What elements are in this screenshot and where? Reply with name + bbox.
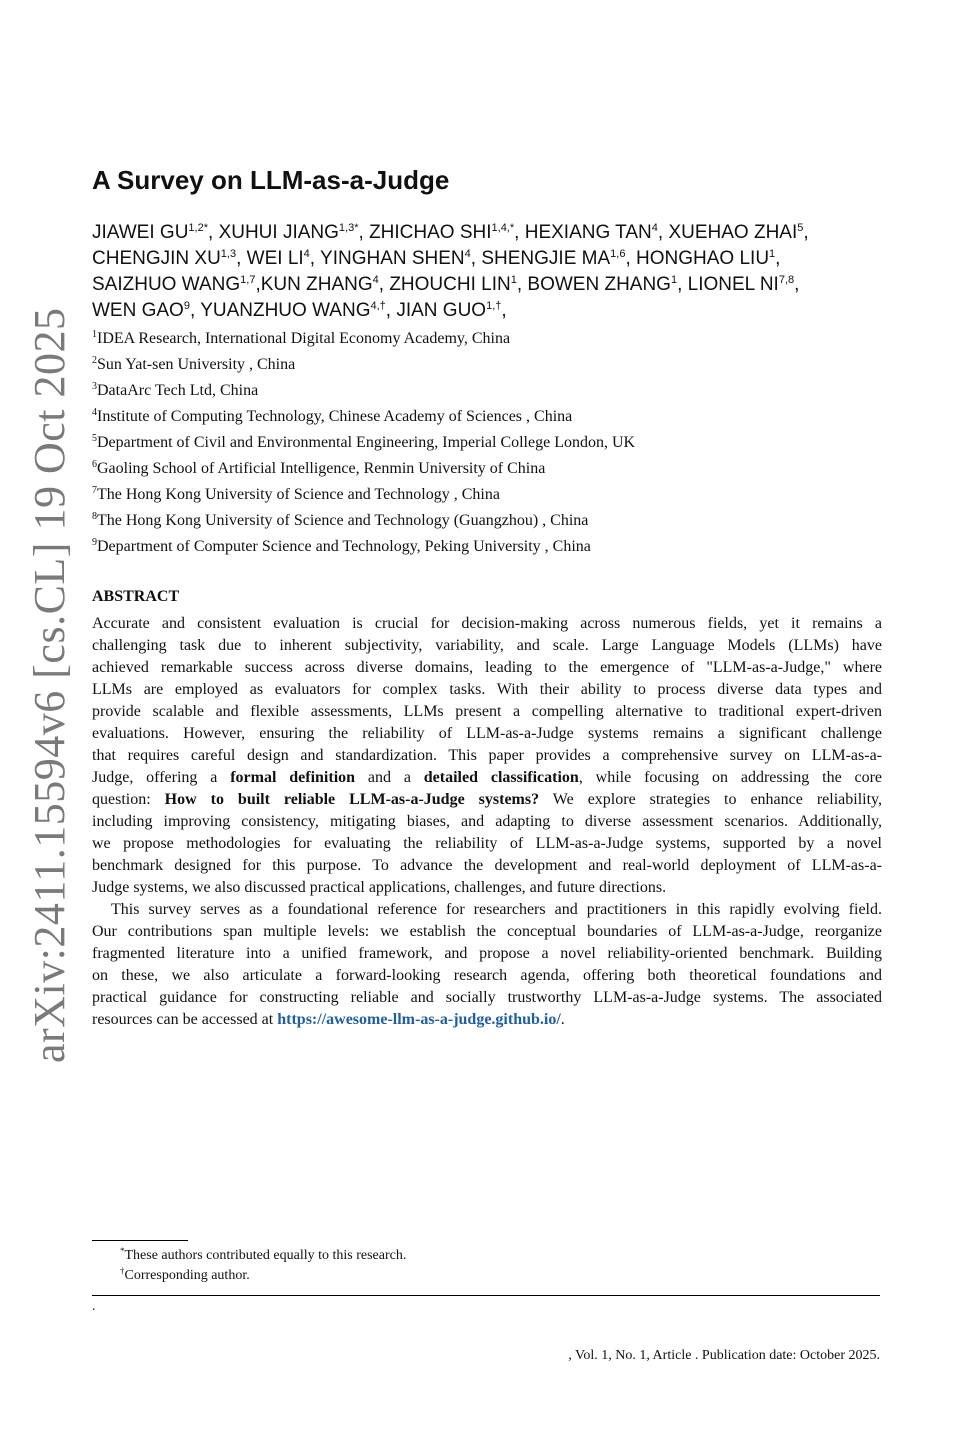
author-list xyxy=(92,220,892,324)
author-name: XUHUI JIANG xyxy=(218,222,339,243)
footnote-text: These authors contributed equally to this research. xyxy=(124,1248,407,1263)
abstract-text: fragmented literature into a unified framework, and propose a novel reliability-oriented benchmark. Building xyxy=(92,945,882,962)
abstract-line xyxy=(92,833,882,855)
author-line xyxy=(92,246,892,272)
author-affiliation-marker: 1,3 xyxy=(220,248,237,260)
author-separator: , xyxy=(516,274,528,295)
author-separator: , xyxy=(385,300,397,321)
abstract-line xyxy=(92,855,882,877)
abstract-text: Our contributions span multiple levels: we establish the conceptual boundaries of LLM-as-a-Judge, reorganize xyxy=(92,923,882,940)
author xyxy=(525,222,669,243)
affiliation xyxy=(92,430,635,456)
author-name: KUN ZHANG xyxy=(260,274,373,295)
author-name: ZHOUCHI LIN xyxy=(389,274,511,295)
author-separator: , xyxy=(625,248,637,269)
author xyxy=(396,300,506,321)
abstract-text: we propose methodologies for evaluating the reliability of LLM-as-a-Judge systems, supported by a novel xyxy=(92,835,882,852)
author-affiliation-marker: 1 xyxy=(769,248,776,260)
author xyxy=(92,274,261,295)
affiliation-number: 4 xyxy=(92,407,97,418)
author-affiliation-marker: 1,4,* xyxy=(491,222,515,234)
author-name: WEI LI xyxy=(246,248,304,269)
abstract-text: provide scalable and flexible assessments, LLMs present a compelling alternative to traditional expert-driven xyxy=(92,703,882,720)
author xyxy=(92,248,247,269)
author-name: SAIZHUO WANG xyxy=(92,274,241,295)
author xyxy=(527,274,687,295)
author-separator: , xyxy=(657,222,669,243)
abstract-text: Accurate and consistent evaluation is crucial for decision-making across numerous fields, yet it remains a xyxy=(92,615,882,632)
abstract-text: , while focusing on addressing the core xyxy=(578,769,883,786)
abstract-line xyxy=(92,767,882,789)
affiliation-text: The Hong Kong University of Science and Technology (Guangzhou) , China xyxy=(97,512,589,529)
affiliation-text: The Hong Kong University of Science and Technology , China xyxy=(97,486,500,503)
affiliation xyxy=(92,534,635,560)
abstract-text: practical guidance for constructing reliable and socially trustworthy LLM-as-a-Judge systems. The associated xyxy=(92,989,882,1006)
affiliation-number: 5 xyxy=(92,433,97,444)
author xyxy=(261,274,390,295)
author-separator: , xyxy=(309,248,321,269)
abstract-line xyxy=(92,899,882,921)
affiliation-number: 6 xyxy=(92,459,97,470)
author xyxy=(92,222,219,243)
author-affiliation-marker: 4 xyxy=(372,274,379,286)
resource-link[interactable]: https://awesome-llm-as-a-judge.github.io/ xyxy=(277,1011,561,1028)
footer-dot: . xyxy=(92,1299,96,1314)
affiliation xyxy=(92,404,635,430)
author-affiliation-marker: 4 xyxy=(464,248,471,260)
author-name: XUEHAO ZHAI xyxy=(668,222,798,243)
arxiv-identifier: arXiv:2411.15594v6 [cs.CL] 19 Oct 2025 xyxy=(25,307,74,1063)
author xyxy=(200,300,396,321)
publication-info: , Vol. 1, No. 1, Article . Publication date: October 2025. xyxy=(568,1348,880,1363)
footnote-divider xyxy=(92,1240,188,1241)
abstract-text: challenging task due to inherent subjectivity, variability, and scale. Large Language Models (LLMs) have xyxy=(92,637,882,654)
author-separator: , xyxy=(378,274,390,295)
author-name: HONGHAO LIU xyxy=(636,248,770,269)
abstract-text: benchmark designed for this purpose. To advance the development and real-world deployment of LLM-as-a- xyxy=(92,857,882,874)
author xyxy=(92,300,200,321)
abstract-text: and a xyxy=(355,769,424,786)
author-name: LIONEL NI xyxy=(687,274,779,295)
author-affiliation-marker: 5 xyxy=(797,222,804,234)
author-line xyxy=(92,298,892,324)
author-affiliation-marker: 1,† xyxy=(486,300,502,312)
abstract-line xyxy=(92,613,882,635)
author-name: ZHICHAO SHI xyxy=(369,222,492,243)
affiliation-number: 2 xyxy=(92,355,97,366)
bold-phrase: formal definition xyxy=(230,769,356,786)
abstract-line xyxy=(92,943,882,965)
abstract-line xyxy=(92,657,882,679)
author-affiliation-marker: 4 xyxy=(651,222,658,234)
abstract-line xyxy=(92,987,882,1009)
author xyxy=(636,248,780,269)
author-name: JIAWEI GU xyxy=(92,222,189,243)
abstract-line xyxy=(92,921,882,943)
bold-phrase: How to built reliable LLM-as-a-Judge systems? xyxy=(164,791,540,808)
author-name: BOWEN ZHANG xyxy=(527,274,671,295)
author-affiliation-marker: 1 xyxy=(670,274,678,286)
abstract-line xyxy=(92,877,882,899)
paper-title: A Survey on LLM-as-a-Judge xyxy=(92,165,450,195)
author-name: HEXIANG TAN xyxy=(524,222,652,243)
affiliation xyxy=(92,378,635,404)
abstract-text: LLMs are employed as evaluators for complex tasks. With their ability to process diverse data types and xyxy=(92,681,882,698)
affiliation-text: IDEA Research, International Digital Economy Academy, China xyxy=(97,330,511,347)
affiliation-text: Institute of Computing Technology, Chinese Academy of Sciences , China xyxy=(97,408,573,425)
abstract-text: including improving consistency, mitigating biases, and adapting to diverse assessment scenarios. Additionally, xyxy=(92,813,882,830)
abstract-heading: ABSTRACT xyxy=(92,588,180,605)
author xyxy=(688,274,800,295)
author-separator: , xyxy=(189,300,201,321)
abstract-text: Judge, offering a xyxy=(92,769,231,786)
affiliation-number: 7 xyxy=(92,485,97,496)
abstract-line xyxy=(92,635,882,657)
author-separator: , xyxy=(501,300,507,321)
footnote-symbol: * xyxy=(120,1246,125,1256)
affiliation xyxy=(92,482,635,508)
page-divider xyxy=(92,1295,880,1296)
author-affiliation-marker: 1,3* xyxy=(338,222,359,234)
abstract-text: that requires careful design and standardization. This paper provides a comprehensive survey on LLM-as-a- xyxy=(92,747,882,764)
author-affiliation-marker: 4,† xyxy=(370,300,386,312)
affiliation-text: Department of Civil and Environmental Engineering, Imperial College London, UK xyxy=(97,434,636,451)
abstract-line xyxy=(92,745,882,767)
abstract-text: resources can be accessed at xyxy=(92,1011,278,1028)
abstract-text: evaluations. However, ensuring the reliability of LLM-as-a-Judge systems remains a significant challenge xyxy=(92,725,882,742)
abstract-line xyxy=(92,789,882,811)
author-affiliation-marker: 7,8 xyxy=(778,274,795,286)
author-affiliation-marker: 1,6 xyxy=(610,248,626,260)
author-separator: , xyxy=(514,222,525,243)
affiliation xyxy=(92,326,635,352)
author-separator: , xyxy=(236,248,247,269)
abstract-line xyxy=(92,965,882,987)
author-separator: , xyxy=(803,222,809,243)
author-name: SHENGJIE MA xyxy=(481,248,611,269)
author-separator: , xyxy=(208,222,219,243)
affiliation-number: 1 xyxy=(92,329,97,340)
affiliation-list xyxy=(92,326,635,560)
affiliation-text: DataArc Tech Ltd, China xyxy=(97,382,259,399)
affiliation-text: Gaoling School of Artificial Intelligence, Renmin University of China xyxy=(97,460,546,477)
author-separator: , xyxy=(358,222,370,243)
abstract-line xyxy=(92,723,882,745)
footnote xyxy=(120,1246,406,1266)
footnote xyxy=(120,1266,406,1286)
author-name: WEN GAO xyxy=(92,300,184,321)
author-separator: , xyxy=(775,248,781,269)
author xyxy=(668,222,808,243)
author-affiliation-marker: 1,2* xyxy=(188,222,208,234)
author-name: JIAN GUO xyxy=(396,300,487,321)
affiliation xyxy=(92,352,635,378)
author xyxy=(369,222,525,243)
author xyxy=(247,248,320,269)
bold-phrase: detailed classification xyxy=(423,769,579,786)
author xyxy=(320,248,481,269)
author-affiliation-marker: 1,7 xyxy=(240,274,256,286)
author xyxy=(481,248,636,269)
author-separator: , xyxy=(677,274,688,295)
abstract-text: This survey serves as a foundational reference for researchers and practitioners in this rapidly evolving field. xyxy=(111,901,882,918)
author-separator: , xyxy=(794,274,800,295)
author-affiliation-marker: 1 xyxy=(510,274,517,286)
author-separator: , xyxy=(470,248,482,269)
author-affiliation-marker: 9 xyxy=(183,300,190,312)
footnote-text: Corresponding author. xyxy=(124,1268,250,1283)
author-name: YUANZHUO WANG xyxy=(200,300,371,321)
affiliation xyxy=(92,456,635,482)
affiliation-text: Department of Computer Science and Technology, Peking University , China xyxy=(97,538,591,555)
affiliation-text: Sun Yat-sen University , China xyxy=(97,356,296,373)
author-separator: , xyxy=(255,274,261,295)
author-line xyxy=(92,272,892,298)
affiliation-number: 3 xyxy=(92,381,97,392)
author-affiliation-marker: 4 xyxy=(303,248,310,260)
author xyxy=(389,274,527,295)
abstract-line xyxy=(92,1009,882,1031)
author-name: YINGHAN SHEN xyxy=(320,248,465,269)
author xyxy=(219,222,370,243)
affiliation-number: 8 xyxy=(92,511,97,522)
abstract-text: on these, we also articulate a forward-looking research agenda, offering both theoretical foundations and xyxy=(92,967,882,984)
abstract-text: question: xyxy=(92,791,165,808)
abstract-line xyxy=(92,701,882,723)
abstract-text: We explore strategies to enhance reliability, xyxy=(539,791,883,808)
abstract-text: . xyxy=(560,1011,565,1028)
abstract-line xyxy=(92,811,882,833)
affiliation xyxy=(92,508,635,534)
author-line xyxy=(92,220,892,246)
affiliation-number: 9 xyxy=(92,537,97,548)
abstract-line xyxy=(92,679,882,701)
abstract-text: achieved remarkable success across diverse domains, leading to the emergence of "LLM-as-a-Judge," where xyxy=(92,659,882,676)
footnote-symbol: † xyxy=(120,1266,125,1276)
footnotes xyxy=(120,1246,406,1286)
author-name: CHENGJIN XU xyxy=(92,248,221,269)
abstract-body xyxy=(92,613,882,1031)
abstract-text: Judge systems, we also discussed practical applications, challenges, and future directions. xyxy=(92,879,667,896)
